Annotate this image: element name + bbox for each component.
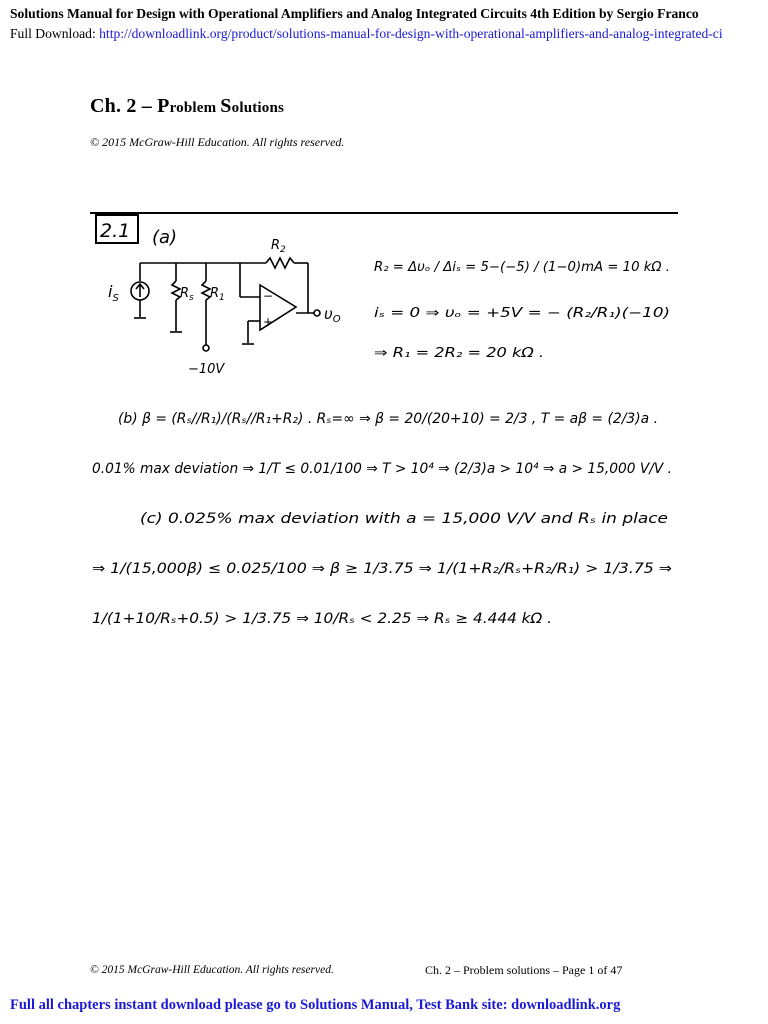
eq-part-b: (b) β = (Rₛ//R₁)/(Rₛ//R₁+R₂) . Rₛ=∞ ⇒ β = 20/(20+10) = 2/3 , T = aβ = (2/3)a . [118, 411, 658, 427]
footer-page-ref: Ch. 2 – Problem solutions – Page 1 of 47 [425, 963, 623, 977]
resistor-r2 [266, 258, 294, 268]
resistor-rs [172, 281, 180, 300]
eq-r1: ⇒ R₁ = 2R₂ = 20 kΩ . [374, 346, 544, 361]
download-prefix: Full Download: [10, 26, 100, 41]
source-label: $i_S$ [108, 282, 119, 304]
eq-beta-bound: ⇒ 1/(15,000β) ≤ 0.025/100 ⇒ β ≥ 1/3.75 ⇒ 1/(1+R₂/Rₛ+R₂/R₁) > 1/3.75 ⇒ [92, 561, 673, 577]
op-amp-circuit [131, 258, 320, 351]
chapter-number: Ch. 2 – [90, 95, 158, 117]
opamp-plus: + [263, 315, 274, 329]
eq-rs-result: 1/(1+10/Rₛ+0.5) > 1/3.75 ⇒ 10/Rₛ < 2.25 ⇒ Rₛ ≥ 4.444 kΩ . [92, 611, 552, 627]
download-banner[interactable]: Full all chapters instant download please go to Solutions Manual, Test Bank site: downloadlink.org [10, 997, 621, 1013]
download-line [10, 26, 768, 42]
eq-r2: R₂ = Δυₒ / Δiₛ = 5−(−5) / (1−0)mA = 10 kΩ . [374, 260, 670, 275]
output-label: $\upsilon_O$ [324, 305, 341, 325]
chapter-title-roblem: roblem [169, 100, 221, 116]
r2-label: $R_2$ [271, 238, 286, 255]
chapter-title-p: P [157, 95, 170, 117]
handwritten-solution [88, 205, 680, 650]
problem-number: 2.1 [100, 220, 131, 242]
download-link[interactable]: http://downloadlink.org/product/solutions-manual-for-design-with-operational-amplifiers-and-analog-integrated-ci [99, 26, 723, 41]
eq-max-deviation: 0.01% max deviation ⇒ 1/T ≤ 0.01/100 ⇒ T > 10⁴ ⇒ (2/3)a > 10⁴ ⇒ a > 15,000 V/V . [92, 461, 672, 477]
r1-label: $R_1$ [210, 286, 225, 303]
eq-is-zero: iₛ = 0 ⇒ υₒ = +5V = − (R₂/R₁)(−10) [374, 306, 670, 321]
opamp-minus: − [263, 289, 274, 303]
chapter-title-s: S [220, 95, 232, 117]
part-a-label: (a) [152, 227, 178, 248]
document-title: Solutions Manual for Design with Operational Amplifiers and Analog Integrated Circuits 4th Edition by Sergio Franco [10, 6, 699, 21]
chapter-title-olutions: olutions [231, 100, 285, 116]
chapter-heading [90, 95, 284, 118]
rs-label: $R_s$ [180, 286, 194, 303]
supply-label: −10V [188, 362, 225, 377]
resistor-r1 [202, 281, 210, 300]
eq-part-c: (c) 0.025% max deviation with a = 15,000 V/V and Rₛ in place [140, 511, 668, 527]
footer-copyright: © 2015 McGraw-Hill Education. All rights reserved. [90, 964, 334, 976]
copyright-notice: © 2015 McGraw-Hill Education. All rights reserved. [90, 135, 345, 149]
